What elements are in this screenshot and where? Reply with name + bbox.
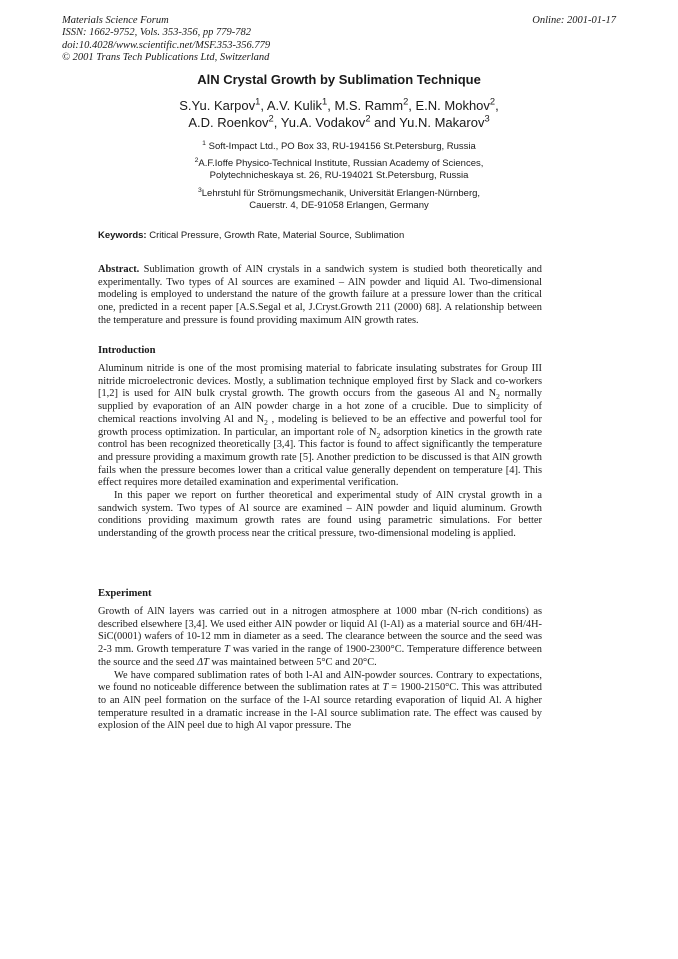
author-line-2 <box>0 114 678 131</box>
subscript: 2 <box>496 392 500 402</box>
author-affiliation-mark: 2 <box>268 113 274 124</box>
author-name: , M.S. Ramm <box>327 98 404 113</box>
affiliation-1 <box>0 141 678 153</box>
author-line-1 <box>0 97 678 114</box>
online-date: Online: 2001-01-17 <box>532 15 616 26</box>
affiliation-2 <box>0 158 678 182</box>
affiliation-line: A.F.Ioffe Physico-Technical Institute, Russian Academy of Sciences, <box>198 158 484 170</box>
experiment-text: was varied in the range of 1900-2300°C. Temperature difference between the source and the seed <box>98 644 542 668</box>
copyright-line: © 2001 Trans Tech Publications Ltd, Switzerland <box>62 51 270 63</box>
subscript: 2 <box>264 417 268 427</box>
affiliation-number: 2 <box>194 157 199 165</box>
intro-text: , modeling is believed to be an effective and powerful tool for growth process optimization. In particular, an important role of N <box>98 413 543 438</box>
author-name: , A.V. Kulik <box>260 98 323 113</box>
introduction-section <box>98 363 542 541</box>
author-name: A.D. Roenkov <box>188 115 269 130</box>
doi-line: doi:10.4028/www.scientific.net/MSF.353-356.779 <box>62 39 271 51</box>
journal-header <box>62 15 270 64</box>
introduction-paragraph-1 <box>98 363 542 490</box>
experiment-paragraph-1 <box>98 606 542 670</box>
affiliation-line: Soft-Impact Ltd., PO Box 33, RU-194156 St.Petersburg, Russia <box>208 141 476 152</box>
experiment-section <box>98 606 542 733</box>
author-affiliation-mark: 2 <box>365 113 371 124</box>
abstract-section <box>98 264 542 328</box>
intro-text: normally supplied by evaporation of an AlN powder charge in a hot zone of a crucible. Due to simplicity of chemical reactions involving Al and N <box>98 388 542 425</box>
affiliation-line: Cauerstr. 4, DE-91058 Erlangen, Germany <box>249 199 429 211</box>
author-affiliation-mark: 2 <box>489 96 496 107</box>
author-separator: , <box>495 98 499 113</box>
affiliation-number: 1 <box>202 139 206 147</box>
experiment-text: Growth of AlN layers was carried out in a nitrogen atmosphere at 1000 mbar (N-rich conditions) as described elsewhere [3,4]. We used either AlN powder or liquid Al (l-Al) as a material source and 6H/4H-SiC(0001) wafers of 10-12 mm in diameter as a seed. The clearance between the source and the seed was 2-3 mm. Growth temperature <box>98 606 542 656</box>
abstract-text: Sublimation growth of AlN crystals in a sandwich system is studied both theoretically and experimentally. Two types of Al sources are examined – AlN powder and liquid Al. Two-dimensional modeling is employed to understand the nature of the growth failure at a pressure lower than the critical one, predicted in a recent paper [A.S.Segal et al, J.Cryst.Growth 211 (2000) 68]. A relationship between the temperature and pressure is found providing maximum AlN growth rates. <box>98 264 542 326</box>
author-name: S.Yu. Karpov <box>179 98 256 113</box>
abstract-paragraph <box>98 264 542 328</box>
temperature-symbol: T <box>382 682 389 694</box>
introduction-paragraph-2: In this paper we report on further theoretical and experimental study of AlN crystal growth in a sandwich system. Two types of Al source are examined – AlN powder and liquid aluminum. Growth conditions providing maximum growth rates are found using parametric simulations. For better understanding of the growth process near the critical pressure, two-dimensional modeling is applied. <box>98 490 542 540</box>
author-affiliation-mark: 1 <box>322 96 328 107</box>
author-affiliation-mark: 1 <box>255 96 261 107</box>
introduction-heading: Introduction <box>98 345 156 356</box>
author-name: , Yu.A. Vodakov <box>273 115 366 130</box>
keywords-label: Keywords: <box>98 230 147 241</box>
experiment-text: We have compared sublimation rates of both l-Al and AlN-powder sources. Contrary to expectations, we found no noticeable difference between the sublimation rates at <box>98 669 542 694</box>
experiment-paragraph-2 <box>98 670 542 734</box>
experiment-text: = 1900-2150°C. This was attributed to an AlN peel formation on the surface of the l-Al source retarding evaporation of liquid Al. A higher temperature resulted in a dramatic increase in the l-Al source sublimation rate. The effect was caused by explosion of the AlN peel due to high Al vapor pressure. The <box>98 682 542 732</box>
abstract-label: Abstract. <box>98 264 140 275</box>
affiliation-line: Lehrstuhl für Strömungsmechanik, Universität Erlangen-Nürnberg, <box>201 187 481 199</box>
author-name: and Yu.N. Makarov <box>370 115 485 130</box>
delta-t-symbol: ΔT <box>196 656 209 668</box>
affiliation-line: Polytechnicheskaya st. 26, RU-194021 St.Petersburg, Russia <box>209 170 469 182</box>
author-list <box>0 97 678 131</box>
paper-title: AlN Crystal Growth by Sublimation Technique <box>197 72 481 87</box>
temperature-symbol: T <box>224 644 230 656</box>
keywords <box>98 230 404 241</box>
experiment-text: was maintained between 5°C and 20°C. <box>208 656 377 668</box>
subscript: 2 <box>376 430 381 440</box>
affiliation-list <box>0 141 678 217</box>
issn-line: ISSN: 1662-9752, Vols. 353-356, pp 779-782 <box>62 27 251 39</box>
keywords-text: Critical Pressure, Growth Rate, Material Source, Sublimation <box>146 230 405 241</box>
author-affiliation-mark: 2 <box>403 96 409 107</box>
intro-text: adsorption kinetics in the growth rate control has been recognized theoretically [3,4]. This factor is found to affect significantly the temperature and pressure providing a maximum growth rate [5]. Another prediction to be discussed is that AlN growth fails when the pressure becomes lower than a critical value generally dependent on temperature [4]. This effect requires more detailed examination and experimental verification. <box>98 426 542 489</box>
author-affiliation-mark: 3 <box>484 113 490 124</box>
experiment-heading: Experiment <box>98 588 152 599</box>
author-name: , E.N. Mokhov <box>408 98 490 113</box>
affiliation-3 <box>0 188 678 212</box>
intro-text: Aluminum nitride is one of the most promising material to fabricate insulating substrates for Group III nitride microelectronic devices. Mostly, a sublimation technique employed first by Slack and co-workers [1,2] is used for AlN bulk crystal growth. The growth occurs from the gaseous Al and N <box>98 363 542 400</box>
journal-name: Materials Science Forum <box>62 15 169 26</box>
affiliation-number: 3 <box>197 186 202 194</box>
